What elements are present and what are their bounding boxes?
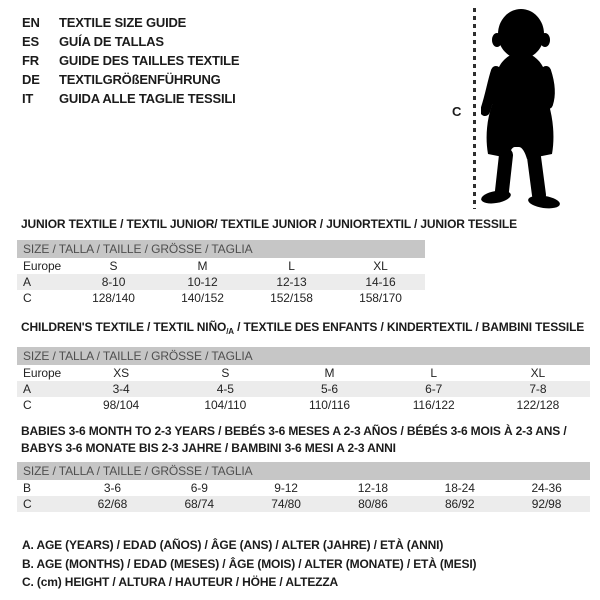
language-code: FR xyxy=(22,53,39,68)
children-section-title xyxy=(21,320,584,336)
height-cell: 86/92 xyxy=(416,496,503,512)
language-row-de xyxy=(22,70,239,89)
height-cell: 128/140 xyxy=(92,291,135,305)
language-row-it xyxy=(22,89,239,108)
table-row xyxy=(17,381,590,397)
row-label: B xyxy=(23,481,31,495)
language-label: GUIDA ALLE TAGLIE TESSILI xyxy=(59,91,236,106)
height-cell: 92/98 xyxy=(503,496,590,512)
height-cell: 74/80 xyxy=(243,496,330,512)
language-row-en xyxy=(22,13,239,32)
height-cell: 140/152 xyxy=(181,291,224,305)
height-cell: 122/128 xyxy=(516,398,560,412)
table-row xyxy=(17,274,425,290)
height-marker-label: C xyxy=(452,104,462,119)
table-row xyxy=(17,496,590,512)
size-cell: L xyxy=(430,366,437,380)
height-dashed-line xyxy=(473,8,476,209)
babies-size-table xyxy=(17,462,590,512)
age-cell: 4-5 xyxy=(173,381,277,397)
size-header-label: SIZE / TALLA / TAILLE / GRÖSSE / TAGLIA xyxy=(17,462,590,480)
row-label: C xyxy=(17,496,69,512)
row-label: Europe xyxy=(23,259,62,273)
row-label: A xyxy=(17,274,69,290)
size-cell: S xyxy=(109,259,118,273)
table-row xyxy=(17,480,590,496)
legend-footnotes xyxy=(22,536,476,592)
age-cell: 6-9 xyxy=(190,481,208,495)
row-label: Europe xyxy=(23,366,62,380)
age-cell: 14-16 xyxy=(336,274,425,290)
children-title-sub: /A xyxy=(226,327,234,336)
language-label: GUÍA DE TALLAS xyxy=(59,34,164,49)
language-code: ES xyxy=(22,34,39,49)
height-cell: 110/116 xyxy=(309,398,350,412)
footnote-age-years: A. AGE (YEARS) / EDAD (AÑOS) / ÂGE (ANS) / ALTER (JAHRE) / ETÀ (ANNI) xyxy=(22,538,444,552)
age-cell: 6-7 xyxy=(382,381,486,397)
children-title-after: / TEXTILE DES ENFANTS / KINDERTEXTIL / BAMBINI TESSILE xyxy=(233,320,585,334)
age-cell: 7-8 xyxy=(486,381,590,397)
language-code: EN xyxy=(22,15,40,30)
toddler-silhouette-icon xyxy=(481,7,586,209)
size-cell: L xyxy=(288,259,295,273)
table-header-band xyxy=(17,462,590,480)
size-cell: M xyxy=(197,259,208,273)
table-row xyxy=(17,397,590,413)
size-cell: M xyxy=(324,366,335,380)
children-title-before: CHILDREN'S TEXTILE / TEXTIL NIÑO xyxy=(21,320,227,334)
table-row xyxy=(17,365,590,381)
size-header-label: SIZE / TALLA / TAILLE / GRÖSSE / TAGLIA xyxy=(17,347,590,365)
age-cell: 24-36 xyxy=(531,481,562,495)
row-label: C xyxy=(23,398,32,412)
age-cell: 18-24 xyxy=(444,481,475,495)
age-cell: 9-12 xyxy=(274,481,298,495)
language-code: IT xyxy=(22,91,34,106)
babies-title-line2: BABYS 3-6 MONATE BIS 2-3 JAHRE / BAMBINI 3-6 MESI A 2-3 ANNI xyxy=(21,441,396,455)
height-cell: 68/74 xyxy=(156,496,243,512)
table-row xyxy=(17,290,425,306)
size-cell: S xyxy=(221,366,230,380)
language-title-list xyxy=(22,13,239,108)
footnote-age-months: B. AGE (MONTHS) / EDAD (MESES) / ÂGE (MOIS) / ALTER (MONATE) / ETÀ (MESI) xyxy=(22,556,477,571)
babies-title-line1: BABIES 3-6 MONTH TO 2-3 YEARS / BEBÉS 3-6 MESES A 2-3 AÑOS / BÉBÉS 3-6 MOIS À 2-3 ANS / xyxy=(21,424,567,438)
language-row-es xyxy=(22,32,239,51)
size-cell: XL xyxy=(530,366,546,380)
age-cell: 8-10 xyxy=(69,274,158,290)
height-cell: 104/110 xyxy=(204,398,247,412)
row-label: C xyxy=(23,291,32,305)
size-cell: XS xyxy=(113,366,129,380)
language-label: TEXTILE SIZE GUIDE xyxy=(59,15,187,30)
children-size-table xyxy=(17,347,590,413)
height-cell: 152/158 xyxy=(270,291,313,305)
junior-size-table xyxy=(17,240,425,306)
table-header-band xyxy=(17,240,425,258)
language-row-fr xyxy=(22,51,239,70)
size-cell: XL xyxy=(373,259,388,273)
height-cell: 62/68 xyxy=(69,496,156,512)
age-cell: 10-12 xyxy=(158,274,247,290)
age-cell: 3-4 xyxy=(69,381,173,397)
language-code: DE xyxy=(22,72,40,87)
height-cell: 116/122 xyxy=(412,398,455,412)
table-header-band xyxy=(17,347,590,365)
age-cell: 5-6 xyxy=(277,381,381,397)
table-row xyxy=(17,258,425,274)
language-label: TEXTILGRÖßENFÜHRUNG xyxy=(59,72,221,87)
language-label: GUIDE DES TAILLES TEXTILE xyxy=(59,53,240,68)
height-cell: 80/86 xyxy=(329,496,416,512)
height-cell: 98/104 xyxy=(103,398,140,412)
babies-section-title xyxy=(21,423,567,457)
age-cell: 3-6 xyxy=(103,481,121,495)
junior-section-title: JUNIOR TEXTILE / TEXTIL JUNIOR/ TEXTILE JUNIOR / JUNIORTEXTIL / JUNIOR TESSILE xyxy=(21,217,517,231)
age-cell: 12-18 xyxy=(357,481,388,495)
age-cell: 12-13 xyxy=(247,274,336,290)
height-cell: 158/170 xyxy=(359,291,402,305)
footnote-height: C. (cm) HEIGHT / ALTURA / HAUTEUR / HÖHE / ALTEZZA xyxy=(22,575,339,589)
row-label: A xyxy=(17,381,69,397)
size-header-label: SIZE / TALLA / TAILLE / GRÖSSE / TAGLIA xyxy=(17,240,425,258)
